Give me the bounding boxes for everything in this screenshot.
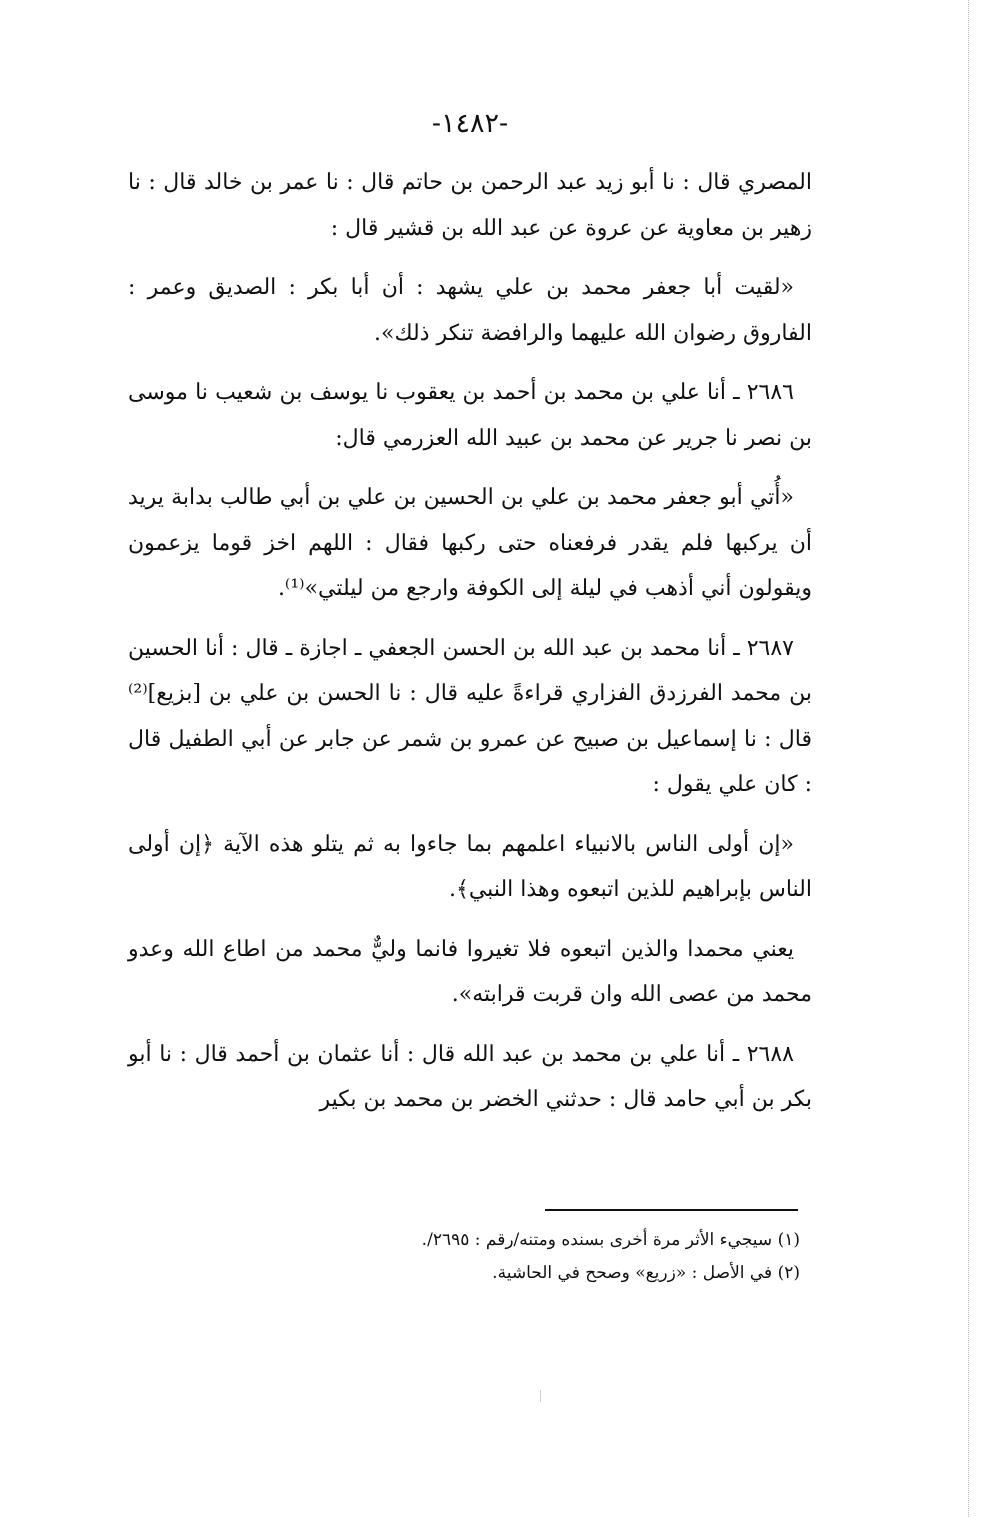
scan-speck: [540, 1390, 541, 1402]
paragraph-continuation: المصري قال : نا أبو زيد عبد الرحمن بن حاتم قال : نا عمر بن خالد قال : نا زهير بن معاوية عن عروة عن عبد الله بن قشير قال :: [128, 170, 812, 241]
footnotes: [300, 1224, 800, 1290]
paragraph-quote-1: «لقيت أبا جعفر محمد بن علي يشهد : أن أبا بكر : الصديق وعمر : الفاروق رضوان الله عليهما والرافضة تنكر ذلك».: [128, 275, 812, 346]
paragraph-2686: ٢٦٨٦ ـ أنا علي بن محمد بن أحمد بن يعقوب نا يوسف بن شعيب نا موسى بن نصر نا جرير عن محمد بن عبيد الله العزرمي قال:: [128, 380, 812, 451]
scan-edge-line: [968, 0, 969, 1517]
footnote-1: (١) سيجيء الأثر مرة أخرى بسنده ومتنه/رقم : ٢٦٩٥/.: [421, 1230, 800, 1250]
paragraph-quote-2: «أُتي أبو جعفر محمد بن علي بن الحسين بن علي بن أبي طالب بدابة يريد أن يركبها فلم يقدر فرفعناه حتى ركبها فقال : اللهم اخز قوما يزعمون ويقولون أني أذهب في ليلة إلى الكوفة وارجع من ليلتي»⁽¹⁾.: [128, 485, 812, 601]
page-number: -١٤٨٢-: [431, 108, 509, 139]
paragraph-quote-3-cont: يعني محمدا والذين اتبعوه فلا تغيروا فانما وليٌّ محمد من اطاع الله وعدو محمد من عصى الله وان قربت قرابته».: [128, 936, 812, 1007]
paragraph-quote-3: «إن أولى الناس بالانبياء اعلمهم بما جاءوا به ثم يتلو هذه الآية ﴿إن أولى الناس بإبراهيم للذين اتبعوه وهذا النبي﴾.: [128, 831, 812, 902]
paragraph-2688: ٢٦٨٨ ـ أنا علي بن محمد بن عبد الله قال : أنا عثمان بن أحمد قال : نا أبو بكر بن أبي حامد قال : حدثني الخضر بن محمد بن بكير: [128, 1041, 812, 1112]
footnote-separator: [545, 1209, 798, 1211]
paragraph-2687: ٢٦٨٧ ـ أنا محمد بن عبد الله بن الحسن الجعفي ـ اجازة ـ قال : أنا الحسين بن محمد الفرزدق الفزاري قراءةً عليه قال : نا الحسن بن علي بن [بزيع]⁽²⁾ قال : نا إسماعيل بن صبيح عن عمرو بن شمر عن جابر عن أبي الطفيل قال : كان علي يقول :: [128, 635, 812, 797]
main-text: [128, 160, 812, 1137]
footnote-2: (٢) في الأصل : «زريع» وصحح في الحاشية.: [492, 1263, 800, 1283]
